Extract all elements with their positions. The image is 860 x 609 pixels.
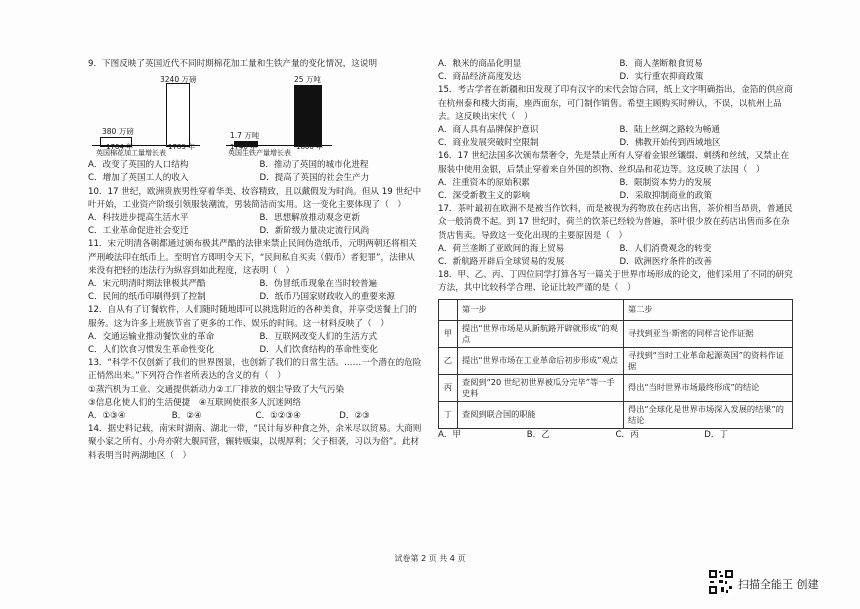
q18-option-b[interactable]: B．乙 bbox=[526, 429, 550, 440]
chart1-year-1789: 1789 年 bbox=[168, 143, 196, 152]
q10-option-b[interactable]: B．思想解放推动观念更新 bbox=[259, 213, 360, 224]
q16-option-d[interactable]: D．采取抑制商业的政策 bbox=[619, 191, 713, 202]
q12-stem: 12．自从有了订餐软件，人们随时随地即可以挑选附近的各种美食，并享受送餐上门的服务。这为许多上班族节省了更多的工作、娱乐的时间。这一材料反映了（ ） bbox=[88, 305, 417, 329]
table-cell: 查阅到联合国的职能 bbox=[458, 401, 624, 428]
q12-option-a[interactable]: A．交通运输业推动餐饮业的革命 bbox=[88, 331, 215, 342]
table-cell: 提出“世界市场是从新航路开辟就形成”的观点 bbox=[458, 320, 624, 347]
q15-option-c[interactable]: C．商业发展突破时空限制 bbox=[438, 138, 539, 149]
q13-options bbox=[88, 410, 423, 423]
q17-option-a[interactable]: A．荷兰垄断了亚欧间的海上贸易 bbox=[438, 243, 565, 254]
q15-option-b[interactable]: B．陆上丝绸之路较为畅通 bbox=[619, 125, 720, 136]
row-label: 丁 bbox=[439, 401, 458, 428]
q10-options bbox=[88, 212, 423, 238]
q10-option-d[interactable]: D．新阶级力量决定流行风尚 bbox=[259, 226, 370, 237]
table-row bbox=[439, 374, 793, 401]
q11-option-a[interactable]: A．宋元明清时期法律极其严酷 bbox=[88, 279, 206, 290]
q14-option-b[interactable]: B．商人垄断粮食贸易 bbox=[619, 59, 703, 69]
q13-option-a[interactable]: A．①③④ bbox=[88, 411, 126, 422]
row-label: 丙 bbox=[439, 374, 458, 401]
q16-option-a[interactable]: A．注重资本的原始积累 bbox=[438, 177, 530, 188]
q14-option-c[interactable]: C．商品经济高度发达 bbox=[438, 72, 522, 83]
q15-option-a[interactable]: A．商人具有品牌保护意识 bbox=[438, 125, 539, 136]
q18-options bbox=[438, 429, 793, 442]
q9-option-c[interactable]: C．增加了英国工人的收入 bbox=[88, 173, 189, 184]
chart1-bar-1789 bbox=[166, 83, 190, 147]
table-row bbox=[439, 320, 793, 347]
page-footer: 试卷第 2 页 共 4 页 bbox=[394, 554, 466, 563]
chart2-year-1800: 1800 年 bbox=[296, 143, 324, 152]
q11-options bbox=[88, 278, 423, 304]
table-row bbox=[439, 401, 793, 428]
q9-option-b[interactable]: B．推动了英国的城市化进程 bbox=[259, 160, 369, 171]
q16-option-b[interactable]: B．限制资本势力的发展 bbox=[619, 177, 712, 188]
chart2-value-1740: 1.7 万吨 bbox=[230, 131, 260, 141]
q12-option-c[interactable]: C．人们饮食习惯发生革命性变化 bbox=[88, 345, 215, 356]
q13-option-b[interactable]: B．②④ bbox=[171, 411, 202, 422]
chart-captions bbox=[88, 149, 423, 159]
q10-stem: 10．17 世纪，欧洲贵族男性穿着华美、妆容精致，且以戴假发为时尚。但从 19 世纪中叶开始，工业资产阶级引领服装潮流，男装简洁而实用。这一变化主要体现了（ ） bbox=[88, 186, 422, 210]
q12-option-b[interactable]: B．互联网改变人们的生活方式 bbox=[259, 331, 378, 342]
q11-option-d[interactable]: D．纸币乃国家财政收入的重要来源 bbox=[259, 292, 396, 303]
row-label: 甲 bbox=[439, 320, 458, 347]
table-head-step1: 第一步 bbox=[458, 299, 624, 320]
q16-options bbox=[438, 177, 793, 203]
q9-option-a[interactable]: A．改变了英国的人口结构 bbox=[88, 160, 189, 171]
left-column bbox=[88, 58, 423, 463]
chart2-value-1800: 25 万吨 bbox=[294, 75, 321, 85]
q11-stem: 11．宋元明清各朝都通过颁布极其严酷的法律来禁止民间伪造纸币，元明两朝还将相关严刑峻法印在纸币上。至明官方即明令天下，“民间私自买卖（假币）者犯罪”，法律从来没有把轻的违法行为纵容到如此程度，这表明（ ） bbox=[88, 239, 417, 276]
q17-option-c[interactable]: C．新航路开辟后全球贸易的发展 bbox=[438, 257, 565, 268]
q13-option-c[interactable]: C．①②③④ bbox=[255, 411, 301, 422]
q10-option-c[interactable]: C．工业革命促进社会变迁 bbox=[88, 226, 189, 237]
scanner-brand-label: 扫描全能王 创建 bbox=[738, 578, 819, 591]
table-cell: 提出“世界市场在工业革命后初步形成”观点 bbox=[458, 347, 624, 374]
q15-stem: 15．考古学者在新疆和田发现了印有汉字的宋代会馆合同，纸上文字明确指出，金箔的供应商在杭州泰和楼大街南，座西面东，可门制作销售。希望主顾购买时辨认，不误，以杭州上品去。这反映出宋代（ ） bbox=[438, 85, 793, 122]
q18-option-a[interactable]: A．甲 bbox=[438, 429, 462, 440]
q9-stem: 9．下图反映了英国近代不同时期棉花加工量和生铁产量的变化情况，这说明 bbox=[88, 59, 378, 69]
q12-options bbox=[88, 331, 423, 357]
q13-item-line-2: ③信息化使人们的生活便捷 ④互联网使很多人沉迷网络 bbox=[88, 397, 302, 408]
q14-stem: 14．据史料记载，南宋时湖南、湖北一带，“民计每岁种食之外，余米尽以贸易。大商则聚小家之所有，小舟亦附大舰同营，辗转贩粜，以规厚利；父子相袭，习以为俗”。此材料表明当时两湖地区（ ） bbox=[88, 424, 422, 461]
table-head-step2: 第二步 bbox=[624, 299, 793, 320]
q12-option-d[interactable]: D．人们饮食结构的革命性变化 bbox=[259, 345, 378, 356]
q14-option-d[interactable]: D．实行重农抑商政策 bbox=[619, 72, 704, 83]
table-row bbox=[439, 347, 793, 374]
table-cell: 得出“全球化是世界市场深入发展的结果”的结论 bbox=[624, 401, 793, 428]
chart2-caption: 英国生铁产量增长表 bbox=[228, 149, 291, 158]
q14-options bbox=[438, 58, 793, 84]
q11-option-c[interactable]: C．民间的纸币印刷得到了控制 bbox=[88, 292, 206, 303]
q16-stem: 16．17 世纪法国多次颁布禁奢令，先是禁止所有人穿着金银丝镶缀、刺绣和丝绒，又禁止在服装中使用金银，后禁止穿着来自外国的织物、丝织品和花边等。这反映了法国（ ） bbox=[438, 151, 790, 175]
chart1-caption: 英国棉花加工量增长表 bbox=[96, 149, 166, 158]
q9-option-d[interactable]: D．提高了英国的社会生产力 bbox=[259, 173, 370, 184]
q10-option-a[interactable]: A．科技进步提高生活水平 bbox=[88, 213, 189, 224]
q13-option-d[interactable]: D．②③ bbox=[339, 411, 370, 422]
table-header-row bbox=[439, 299, 793, 320]
q18-option-d[interactable]: D．丁 bbox=[704, 429, 729, 440]
table-corner bbox=[439, 299, 458, 320]
q18-stem: 18．甲、乙、丙、丁四位同学打算各写一篇关于世界市场形成的论文，他们采用了不同的研究方法，其中比较科学合理、论证比较严谨的是（ ） bbox=[438, 270, 793, 294]
q13-stem: 13．“科学不仅创新了我们的世界图景，也创新了我们的日常生活。……一个潜在的危险正悄然出来。”下列符合作者所表达的含义的有（ ） bbox=[88, 358, 422, 382]
table-cell: 查阅到“20 世纪初世界被瓜分完毕”等一手史料 bbox=[458, 374, 624, 401]
table-cell: 寻找到亚当·斯密的同样言论作证据 bbox=[624, 320, 793, 347]
right-column bbox=[438, 58, 793, 442]
chart2-bar-1800 bbox=[294, 85, 322, 147]
q17-option-b[interactable]: B．人们消费观念的转变 bbox=[619, 243, 712, 254]
q13-item-line-1: ①蒸汽机为工业、交通提供新动力②工厂排放的烟尘导致了大气污染 bbox=[88, 384, 345, 395]
q9-options bbox=[88, 159, 423, 185]
q17-option-d[interactable]: D．欧洲医疗条件的改善 bbox=[619, 257, 713, 268]
chart1-value-1789: 3240 万磅 bbox=[160, 75, 197, 85]
table-cell: 寻找到“当时工业革命起源英国”的资料作证据 bbox=[624, 347, 793, 374]
table-cell: 得出“当时世界市场最终形成”的结论 bbox=[624, 374, 793, 401]
chart2-year-1740: 1740 年 bbox=[230, 143, 258, 152]
chart1-value-1764: 380 万磅 bbox=[102, 127, 134, 137]
q16-option-c[interactable]: C．深受新教主义的影响 bbox=[438, 191, 530, 202]
q9-charts bbox=[88, 73, 423, 152]
row-label: 乙 bbox=[439, 347, 458, 374]
q15-option-d[interactable]: D．佛教开始传到西域地区 bbox=[619, 138, 721, 149]
qr-code-icon bbox=[708, 569, 734, 595]
q17-stem: 17．茶叶最初在欧洲不是被当作饮料，而是被视为药物放在药店出售，茶价相当昂贵，普通民众一般消费不起。到 17 世纪时，荷兰的饮茶已经较为普遍，茶叶很少放在药店出售而多在杂货店售卖。导致这一变化出现的主要原因是（ ） bbox=[438, 204, 793, 241]
q17-options bbox=[438, 243, 793, 269]
chart1-year-1764: 1764 年 bbox=[106, 143, 134, 152]
q18-table bbox=[438, 299, 793, 429]
q15-options bbox=[438, 124, 793, 150]
q11-option-b[interactable]: B．伪冒纸币现象在当时较普遍 bbox=[259, 279, 378, 290]
q14-option-a[interactable]: A．粮米的商品化明显 bbox=[438, 59, 522, 69]
q18-option-c[interactable]: C．丙 bbox=[615, 429, 639, 440]
